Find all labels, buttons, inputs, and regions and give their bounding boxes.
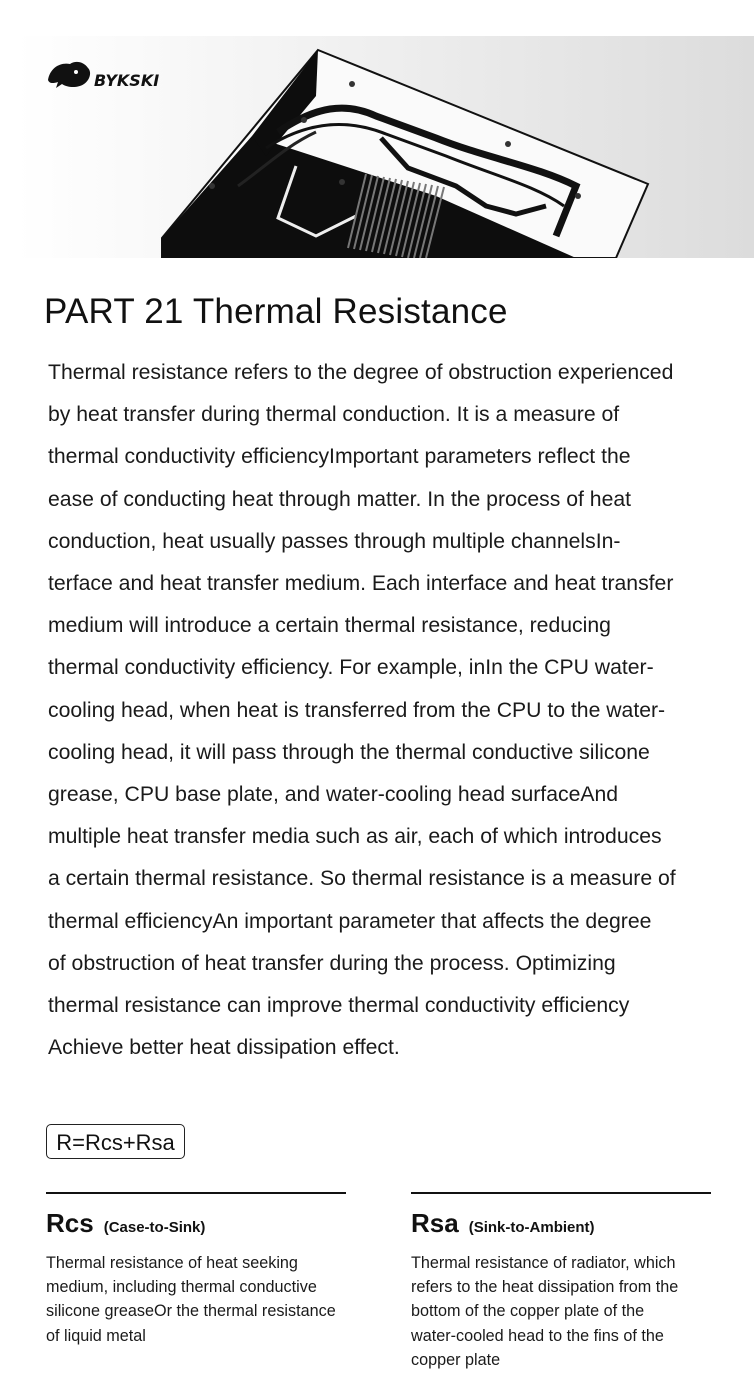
rcs-divider bbox=[46, 1192, 346, 1194]
body-line: thermal resistance can improve thermal conductivity efficiency bbox=[48, 994, 630, 1018]
rcs-description bbox=[46, 1251, 346, 1348]
rcs-desc-line: of liquid metal bbox=[46, 1326, 146, 1345]
body-line: thermal efficiencyAn important parameter that affects the degree bbox=[48, 909, 652, 933]
rsa-abbr: Rsa bbox=[411, 1208, 459, 1238]
body-line: cooling head, it will pass through the thermal conductive silicone bbox=[48, 740, 650, 764]
rsa-heading bbox=[411, 1208, 711, 1239]
hero-banner bbox=[16, 36, 754, 258]
body-line: Achieve better heat dissipation effect. bbox=[48, 1036, 400, 1060]
body-line: thermal conductivity efficiencyImportant parameters reflect the bbox=[48, 445, 631, 469]
rsa-description bbox=[411, 1251, 711, 1372]
rcs-heading bbox=[46, 1208, 346, 1239]
body-line: multiple heat transfer media such as air, each of which introduces bbox=[48, 825, 662, 849]
rcs-desc-line: Thermal resistance of heat seeking bbox=[46, 1254, 298, 1272]
rsa-desc-line: Thermal resistance of radiator, which bbox=[411, 1254, 676, 1272]
body-line: of obstruction of heat transfer during the process. Optimizing bbox=[48, 951, 616, 975]
body-line: terface and heat transfer medium. Each interface and heat transfer bbox=[48, 572, 674, 596]
body-line: medium will introduce a certain thermal resistance, reducing bbox=[48, 614, 611, 638]
body-line: a certain thermal resistance. So thermal resistance is a measure of bbox=[48, 867, 676, 891]
rsa-section bbox=[411, 1192, 711, 1372]
rcs-desc-line: medium, including thermal conductive bbox=[46, 1278, 317, 1297]
rcs-section bbox=[46, 1192, 346, 1348]
body-line: by heat transfer during thermal conduction. It is a measure of bbox=[48, 403, 620, 427]
body-text bbox=[48, 352, 738, 1069]
rsa-desc-line: bottom of the copper plate of the bbox=[411, 1302, 645, 1321]
rcs-abbr: Rcs bbox=[46, 1208, 94, 1238]
rsa-desc-line: refers to the heat dissipation from the bbox=[411, 1278, 679, 1297]
body-line: thermal conductivity efficiency. For example, inIn the CPU water- bbox=[48, 656, 654, 680]
rsa-divider bbox=[411, 1192, 711, 1194]
rsa-full-name: (Sink-to-Ambient) bbox=[468, 1219, 595, 1236]
rsa-desc-line: copper plate bbox=[411, 1350, 501, 1369]
body-line: grease, CPU base plate, and water-cooling head surfaceAnd bbox=[48, 783, 619, 807]
rcs-desc-line: silicone greaseOr the thermal resistance bbox=[46, 1302, 336, 1321]
formula-box: R=Rcs+Rsa bbox=[46, 1124, 185, 1159]
dragon-icon bbox=[48, 62, 90, 88]
page-title: PART 21 Thermal Resistance bbox=[44, 292, 508, 331]
rsa-desc-line: water-cooled head to the fins of the bbox=[411, 1326, 664, 1345]
body-line: ease of conducting heat through matter. In the process of heat bbox=[48, 487, 632, 511]
logo-text: BYKSKI bbox=[94, 71, 160, 90]
body-line: conduction, heat usually passes through multiple channelsIn- bbox=[48, 529, 621, 553]
body-line: cooling head, when heat is transferred from the CPU to the water- bbox=[48, 698, 666, 722]
body-line: Thermal resistance refers to the degree of obstruction experienced bbox=[48, 361, 674, 384]
rcs-full-name: (Case-to-Sink) bbox=[103, 1219, 206, 1236]
